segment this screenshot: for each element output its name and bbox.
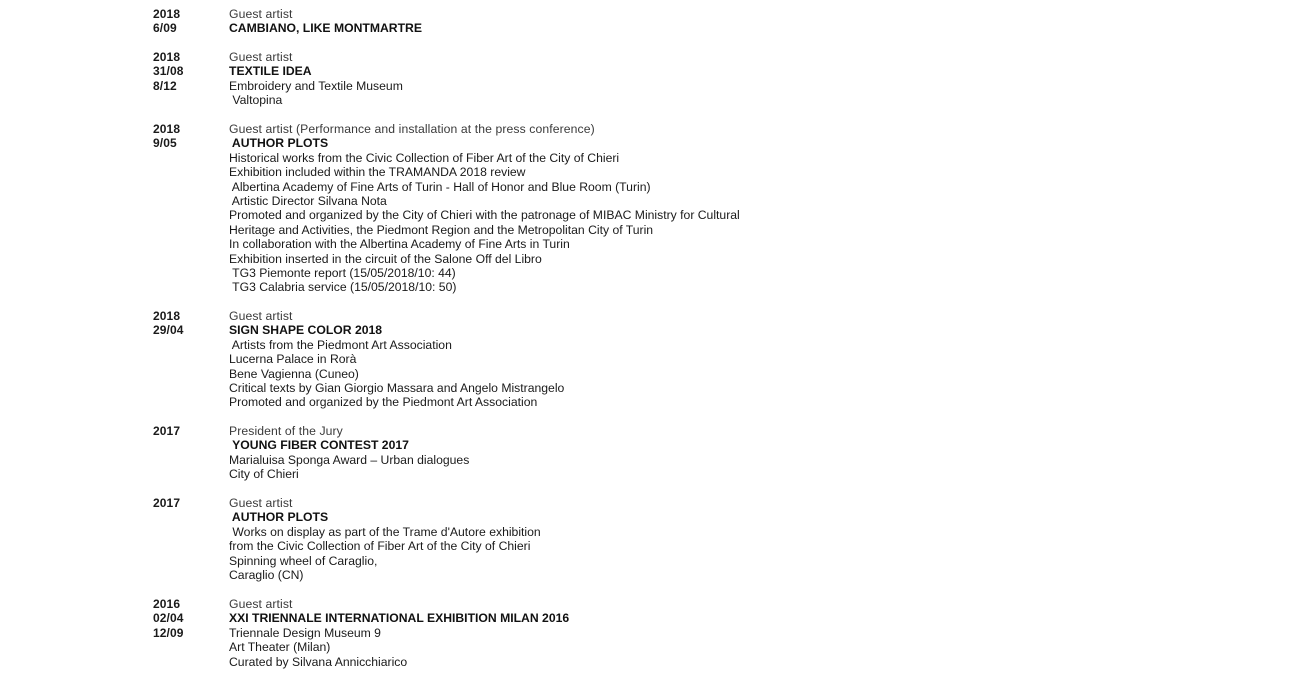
entry-content — [229, 7, 1029, 36]
entry-content — [229, 496, 1029, 582]
entry-detail-line: Exhibition included within the TRAMANDA 2018 review — [229, 165, 526, 180]
entry-detail-line: Caraglio (CN) — [229, 567, 304, 582]
entry-year: 2018 — [153, 309, 181, 323]
entry-dates — [153, 7, 223, 36]
entry-detail-line: City of Chieri — [229, 467, 299, 482]
entry-detail-line: In collaboration with the Albertina Academy of Fine Arts in Turin — [229, 237, 570, 252]
entry-title: XXI TRIENNALE INTERNATIONAL EXHIBITION MILAN 2016 — [229, 611, 570, 626]
entry-role: Guest artist — [229, 50, 293, 64]
entry-date: 31/08 — [153, 64, 184, 79]
entry-content — [229, 50, 1029, 108]
entry-detail-line: Promoted and organized by the City of Chieri with the patronage of MIBAC Ministry for Cultural — [229, 208, 740, 223]
entry-detail-line: Albertina Academy of Fine Arts of Turin - Hall of Honor and Blue Room (Turin) — [229, 179, 651, 194]
entry-date: 02/04 — [153, 611, 184, 626]
entry-role: Guest artist — [229, 7, 293, 21]
entry-detail-line: Historical works from the Civic Collection of Fiber Art of the City of Chieri — [229, 150, 620, 165]
entry-content — [229, 424, 1029, 482]
entry-detail-line: Promoted and organized by the Piedmont Art Association — [229, 395, 538, 410]
entry-detail-line: Spinning wheel of Caraglio, — [229, 553, 378, 568]
entry-content — [229, 122, 1029, 295]
entry-detail-line: Curated by Silvana Annicchiarico — [229, 654, 408, 669]
entry-year: 2018 — [153, 50, 181, 64]
entry-detail-line: TG3 Piemonte report (15/05/2018/10: 44) — [229, 265, 456, 280]
entry-detail-line: Heritage and Activities, the Piedmont Region and the Metropolitan City of Turin — [229, 222, 654, 237]
entry-dates — [153, 309, 223, 338]
entry-detail-line: Bene Vagienna (Cuneo) — [229, 366, 359, 381]
entry-detail-line: Exhibition inserted in the circuit of the Salone Off del Libro — [229, 251, 542, 266]
entry-dates — [153, 424, 223, 438]
entry-content — [229, 309, 1029, 410]
entry-detail-line: Embroidery and Textile Museum — [229, 78, 403, 93]
entry-detail-line: Works on display as part of the Trame d'Autore exhibition — [229, 524, 541, 539]
entry-dates — [153, 50, 223, 93]
entry-detail-line: Artistic Director Silvana Nota — [229, 193, 387, 208]
entry-title: YOUNG FIBER CONTEST 2017 — [229, 438, 409, 453]
entry-detail-line: Valtopina — [229, 93, 283, 108]
entry-detail-line: Marialuisa Sponga Award – Urban dialogues — [229, 452, 470, 467]
entry-date: 9/05 — [153, 136, 177, 151]
entry-title: TEXTILE IDEA — [229, 64, 312, 79]
entry-date: 8/12 — [153, 78, 177, 93]
entry-title: AUTHOR PLOTS — [229, 136, 329, 151]
entry-year: 2018 — [153, 7, 181, 21]
entry-role: Guest artist — [229, 597, 293, 611]
entry-title: AUTHOR PLOTS — [229, 510, 329, 525]
entry-year: 2017 — [153, 424, 181, 438]
entry-role: President of the Jury — [229, 424, 343, 438]
entry-detail-line: Artists from the Piedmont Art Association — [229, 337, 452, 352]
entry-dates — [153, 122, 223, 151]
entry-role: Guest artist (Performance and installation at the press conference) — [229, 122, 595, 136]
entry-date: 29/04 — [153, 323, 184, 338]
entry-role: Guest artist — [229, 496, 293, 510]
entry-date: 12/09 — [153, 625, 184, 640]
entry-detail-line: Critical texts by Gian Giorgio Massara and Angelo Mistrangelo — [229, 380, 565, 395]
entry-role: Guest artist — [229, 309, 293, 323]
entry-date: 6/09 — [153, 21, 177, 36]
entry-dates — [153, 496, 223, 510]
entry-year: 2018 — [153, 122, 181, 136]
entry-year: 2017 — [153, 496, 181, 510]
entry-title: CAMBIANO, LIKE MONTMARTRE — [229, 21, 422, 36]
entry-detail-line: Lucerna Palace in Rorà — [229, 352, 357, 367]
entry-detail-line: TG3 Calabria service (15/05/2018/10: 50) — [229, 280, 457, 295]
entry-dates — [153, 597, 223, 640]
entry-detail-line: from the Civic Collection of Fiber Art of the City of Chieri — [229, 539, 531, 554]
entry-detail-line: Art Theater (Milan) — [229, 640, 331, 655]
entry-content — [229, 597, 1029, 669]
entry-title: SIGN SHAPE COLOR 2018 — [229, 323, 383, 338]
entry-detail-line: Triennale Design Museum 9 — [229, 625, 381, 640]
entry-year: 2016 — [153, 597, 181, 611]
